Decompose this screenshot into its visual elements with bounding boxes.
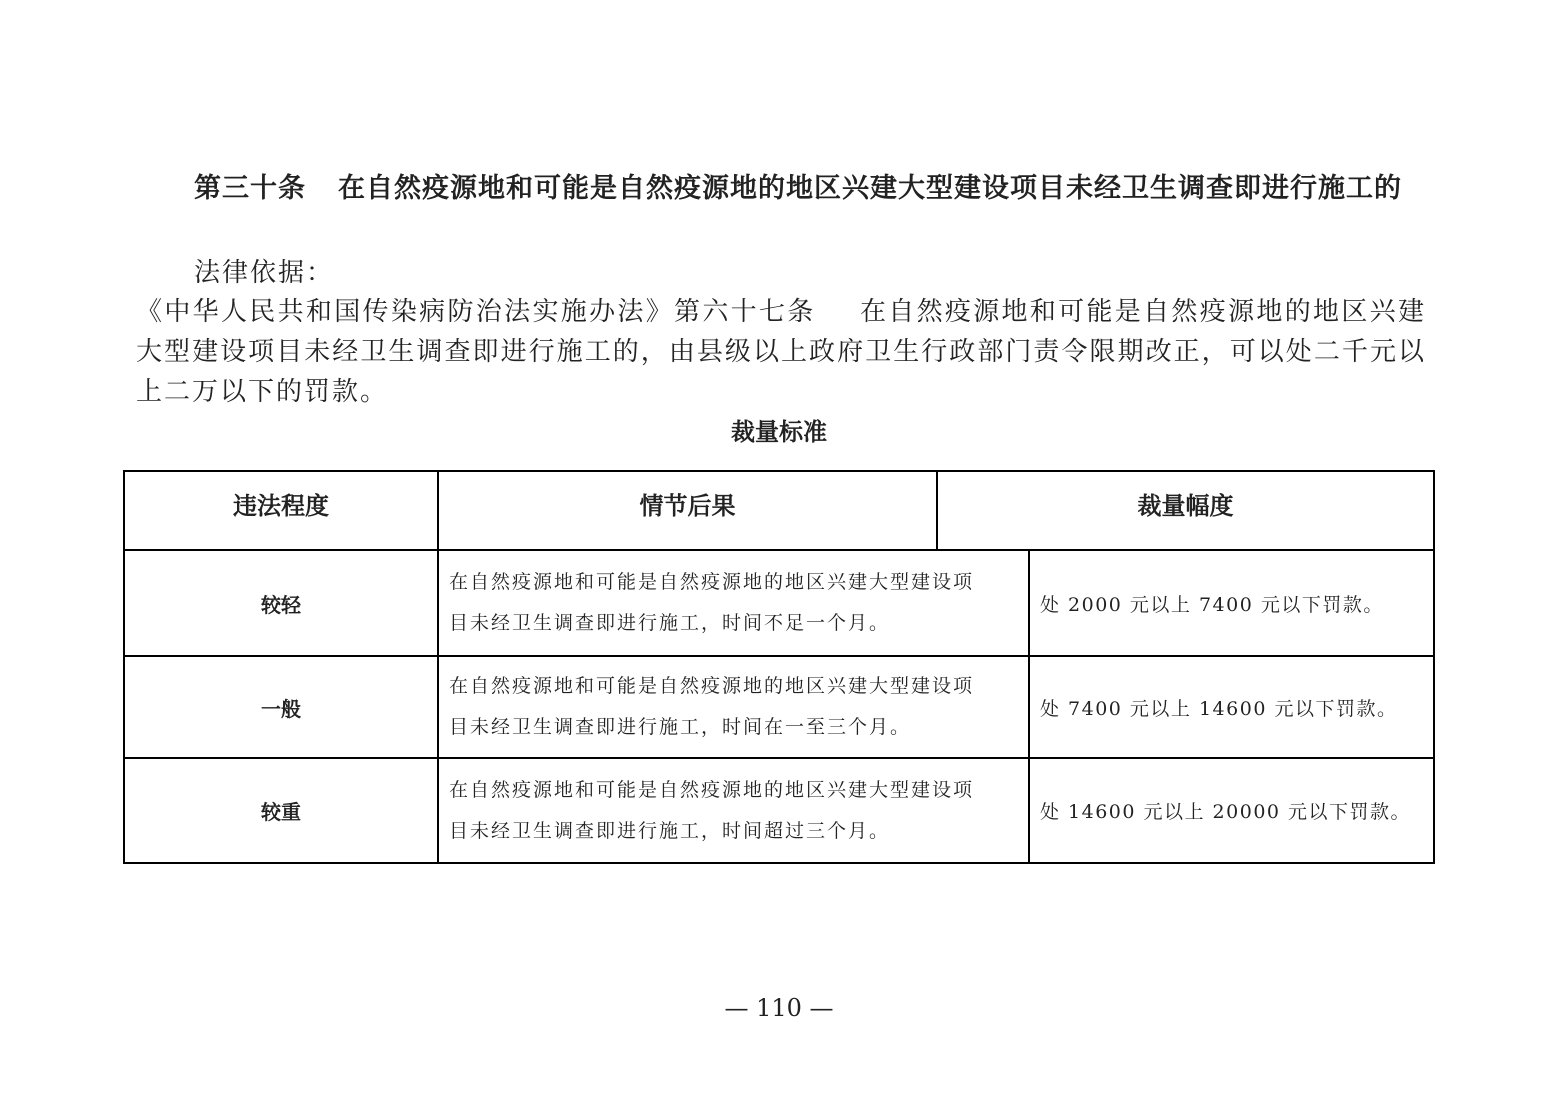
penalty-cell: 处 2000 元以上 7400 元以下罚款。 [1040, 593, 1384, 616]
circumstance-line: 目未经卫生调查即进行施工，时间不足一个月。 [449, 612, 891, 634]
header-penalty-range: 裁量幅度 [1137, 491, 1234, 520]
table-title: 裁量标准 [731, 418, 827, 446]
page-number: — 110 — [724, 994, 834, 1022]
circumstance-line: 目未经卫生调查即进行施工，时间超过三个月。 [449, 819, 891, 842]
circumstance-line: 目未经卫生调查即进行施工，时间在一至三个月。 [449, 716, 912, 738]
level-cell: 较重 [261, 800, 301, 824]
circumstance-line: 在自然疫源地和可能是自然疫源地的地区兴建大型建设项 [449, 675, 975, 697]
legal-basis-text: 在自然疫源地和可能是自然疫源地的地区兴建大型建设项目未经卫生调查即进行施工的，由县级以上政府卫生行政部门责令限期改正，可以处二千元以上二万以下的罚款。 [136, 297, 1426, 407]
legal-basis-paragraph [136, 292, 1426, 412]
circumstance-cell [439, 551, 1028, 655]
header-circumstance: 情节后果 [639, 491, 736, 520]
article-heading: 在自然疫源地和可能是自然疫源地的地区兴建大型建设项目未经卫生调查即进行施工的 [338, 173, 1402, 204]
article-title [136, 168, 1426, 209]
level-cell: 较轻 [261, 592, 301, 617]
article-number: 第三十条 [194, 173, 306, 204]
circumstance-line: 在自然疫源地和可能是自然疫源地的地区兴建大型建设项 [449, 778, 975, 801]
circumstance-cell [439, 759, 1028, 862]
level-cell: 一般 [261, 696, 301, 721]
circumstance-line: 在自然疫源地和可能是自然疫源地的地区兴建大型建设项 [449, 571, 975, 593]
penalty-cell: 处 14600 元以上 20000 元以下罚款。 [1040, 801, 1412, 823]
discretion-table [123, 470, 1435, 864]
legal-basis-source: 《中华人民共和国传染病防治法实施办法》第六十七条 [136, 297, 816, 327]
legal-basis-label: 法律依据： [194, 258, 335, 288]
header-violation-degree: 违法程度 [233, 491, 329, 520]
penalty-cell: 处 7400 元以上 14600 元以下罚款。 [1040, 697, 1398, 720]
circumstance-cell [439, 657, 1028, 757]
